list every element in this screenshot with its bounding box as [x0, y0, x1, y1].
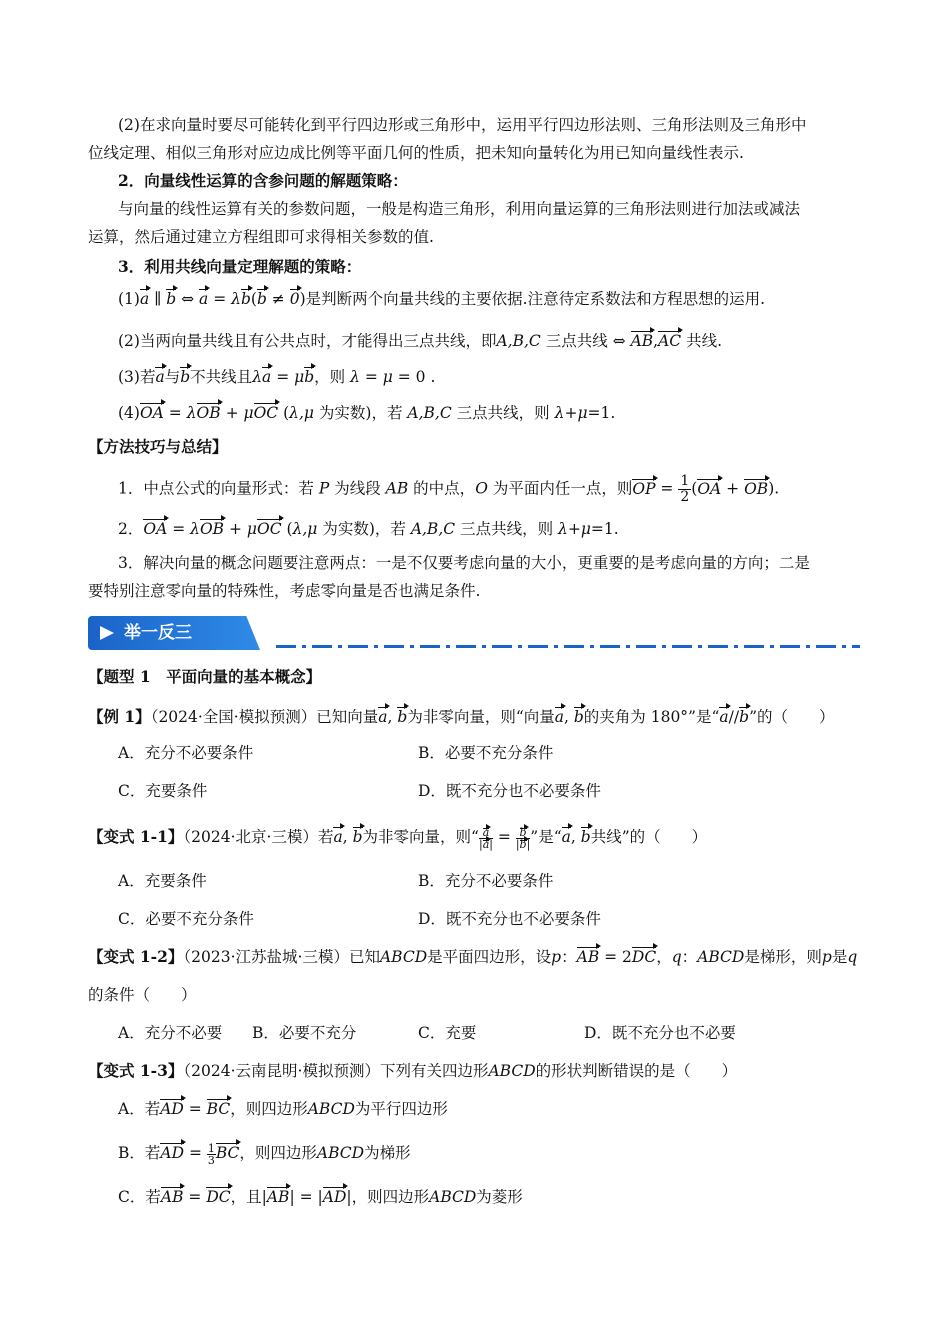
method-item-2-head: 2．: [118, 520, 144, 538]
method-item-1-mid3: 为平面内任一点，则: [492, 479, 633, 498]
method-item-2-tail2: 三点共线，则: [460, 520, 554, 538]
variant-1-2-option-a[interactable]: A．充分不必要: [118, 1024, 223, 1042]
method-item-1-mid2: 的中点，: [413, 479, 476, 498]
method-heading: 【方法技巧与总结】: [88, 437, 228, 456]
section-3-item-3-head: (3)若: [118, 368, 156, 386]
method-item-1: 1．中点公式的向量形式：若 P 为线段 AB 的中点，O 为平面内任一点，则OP = $\frac{1}{2}$ (OA + OB).: [118, 473, 780, 505]
example-1-option-c[interactable]: C．充要条件: [118, 782, 208, 800]
option-b-head: B．若: [118, 1144, 161, 1162]
variant-1-2-stem: 【变式 1-2】（2023·江苏盐城·三模）已知ABCD是平面四边形，设p：AB = 2DC，q：ABCD是梯形，则p是q: [88, 947, 858, 966]
variant-1-3-stem-b: 的形状判断错误的是（ ）: [535, 1062, 738, 1080]
variant-1-2-label: 【变式 1-2】: [88, 947, 184, 966]
method-item-1-head: 1．中点公式的向量形式：若: [118, 479, 314, 498]
section-2-line-2: 运算，然后通过建立方程组即可求得相关参数的值.: [88, 228, 434, 246]
variant-1-1-stem-b: 为非零向量，则“: [362, 828, 479, 846]
section-banner: [88, 616, 260, 650]
example-1-stem-b: 为非零向量，则“向量: [407, 708, 555, 726]
variant-1-2-stem-d: 是: [831, 948, 848, 966]
option-a-end: 为平行四边形: [354, 1100, 448, 1118]
variant-1-1-option-a[interactable]: A．充要条件: [118, 872, 207, 890]
variant-1-3-source: （2024·云南昆明·模拟预测）: [183, 1062, 380, 1080]
variant-1-3-stem-a: 下列有关四边形: [379, 1062, 489, 1080]
option-b-end: 为梯形: [364, 1144, 411, 1162]
option-c-head: C．若: [118, 1188, 161, 1206]
variant-1-1-stem: 【变式 1-1】（2024·北京·三模）若a, b为非零向量，则“ $\frac{a}{|a|}$ = $\frac{b}{|b|}$ ”是“a, b共线”的（ ）: [88, 825, 708, 851]
variant-1-2-option-c[interactable]: C．充要: [418, 1024, 477, 1042]
variant-1-1-label: 【变式 1-1】: [88, 827, 184, 846]
section-3-item-3-mid2: 不共线且: [190, 368, 253, 386]
play-triangle-icon: [100, 626, 114, 640]
option-c-mid: ，且: [230, 1188, 262, 1206]
method-item-2-tail: 为实数)，若: [322, 520, 406, 538]
section-3-item-4-tail: 为实数)，若: [318, 404, 403, 422]
example-1-label: 【例 1】: [88, 707, 151, 726]
option-a-head: A．若: [118, 1100, 161, 1118]
section-3-item-4: (4)OA = λOB + μOC (λ,μ 为实数)，若 A,B,C 三点共线，则 λ+μ=1.: [118, 404, 616, 422]
option-b-tail: ，则四边形: [239, 1144, 317, 1162]
option-a-tail: ，则四边形: [230, 1100, 308, 1118]
method-item-3-line-2: 要特别注意零向量的特殊性，考虑零向量是否也满足条件.: [88, 582, 481, 600]
option-c-end: 为菱形: [476, 1188, 523, 1206]
variant-1-1-stem-d: 共线”的（ ）: [590, 828, 708, 846]
variant-1-1-option-c[interactable]: C．必要不充分条件: [118, 910, 254, 928]
example-1-option-a[interactable]: A．充分不必要条件: [118, 744, 254, 762]
variant-1-3-option-b[interactable]: B．若AD = $\frac{1}{3}$ BC，则四边形ABCD为梯形: [118, 1141, 411, 1167]
example-1-source: （2024·全国·模拟预测）: [150, 708, 317, 726]
example-1-option-b[interactable]: B．必要不充分条件: [418, 744, 554, 762]
variant-1-2-option-b[interactable]: B．必要不充分: [252, 1024, 357, 1042]
banner-dashed-divider: [276, 645, 860, 648]
section-3-item-3: (3)若a与b不共线且λa = μb，则 λ = μ = 0 .: [118, 368, 436, 386]
section-3-heading: 3．利用共线向量定理解题的策略：: [118, 257, 362, 276]
variant-1-2-option-d[interactable]: D．既不充分也不必要: [584, 1024, 736, 1042]
variant-1-2-source: （2023·江苏盐城·三模）: [183, 948, 349, 966]
method-item-2: 2．OA = λOB + μOC (λ,μ 为实数)，若 A,B,C 三点共线，则 λ+μ=1.: [118, 520, 619, 538]
example-1-stem: 【例 1】（2024·全国·模拟预测）已知向量a, b为非零向量，则“向量a, b的夹角为 180°”是“a//b”的（ ）: [88, 707, 835, 726]
variant-1-2-stem-c: 是梯形，则: [744, 948, 822, 966]
variant-1-1-stem-c: ”是“: [530, 828, 562, 846]
section-3-item-2-head: (2)当两向量共线且有公共点时，才能得出三点共线，即: [118, 332, 497, 350]
variant-1-1-source: （2024·北京·三模）: [183, 828, 318, 846]
variant-1-1-option-b[interactable]: B．充分不必要条件: [418, 872, 554, 890]
variant-1-3-stem: 【变式 1-3】（2024·云南昆明·模拟预测）下列有关四边形ABCD的形状判断错误的是（ ）: [88, 1061, 738, 1080]
variant-1-3-option-c[interactable]: C．若AB = DC，且|AB| = |AD|，则四边形ABCD为菱形: [118, 1188, 523, 1206]
section-3-item-2: (2)当两向量共线且有公共点时，才能得出三点共线，即A,B,C 三点共线 ⇔ AB,AC 共线.: [118, 332, 723, 350]
section-3-item-4-head: (4): [118, 404, 140, 422]
variant-1-3-label: 【变式 1-3】: [88, 1061, 184, 1080]
method-item-1-mid1: 为线段: [334, 479, 381, 498]
variant-1-2-stem-a: 已知: [348, 948, 380, 966]
section-3-item-2-tail: 共线.: [686, 332, 723, 350]
method-item-3-line-1: 3．解决向量的概念问题要注意两点：一是不仅要考虑向量的大小，更重要的是考虑向量的方向；二是: [118, 554, 810, 572]
section-2-heading: 2．向量线性运算的含参问题的解题策略：: [118, 171, 408, 190]
section-3-item-3-mid1: 与: [164, 368, 181, 386]
section-3-item-1: (1)a ∥ b ⇔ a = λb(b ≠ 0)是判断两个向量共线的主要依据.注意待定系数法和方程思想的运用.: [118, 290, 766, 308]
variant-1-1-stem-a: 若: [317, 828, 334, 846]
variant-1-2-stem-b: 是平面四边形，设: [427, 948, 552, 966]
variant-1-1-option-d[interactable]: D．既不充分也不必要条件: [418, 910, 601, 928]
option-c-tail: ，则四边形: [351, 1188, 430, 1206]
section-3-item-1-tail: 是判断两个向量共线的主要依据.注意待定系数法和方程思想的运用.: [305, 290, 766, 308]
section-3-item-3-tail: ，则: [314, 368, 346, 386]
variant-1-2-line-2: 的条件（ ）: [88, 986, 197, 1004]
example-1-stem-a: 已知向量: [316, 708, 379, 726]
section-2-line-1: 与向量的线性运算有关的参数问题，一般是构造三角形，利用向量运算的三角形法则进行加法或减法: [118, 200, 801, 218]
intro-line-2: 位线定理、相似三角形对应边成比例等平面几何的性质，把未知向量转化为用已知向量线性表示.: [88, 144, 744, 162]
example-1-option-d[interactable]: D．既不充分也不必要条件: [418, 782, 601, 800]
banner-title: 举一反三: [124, 623, 192, 643]
intro-line-1: (2)在求向量时要尽可能转化到平行四边形或三角形中，运用平行四边形法则、三角形法则及三角形中: [118, 116, 807, 134]
section-3-item-4-tail2: 三点共线，则: [456, 404, 550, 422]
example-1-stem-d: ”的（ ）: [749, 708, 835, 726]
variant-1-3-option-a[interactable]: A．若AD = BC，则四边形ABCD为平行四边形: [118, 1100, 448, 1118]
topic-1-heading: 【题型 1 平面向量的基本概念】: [88, 667, 322, 686]
example-1-stem-c: 的夹角为 180°”是“: [583, 708, 720, 726]
